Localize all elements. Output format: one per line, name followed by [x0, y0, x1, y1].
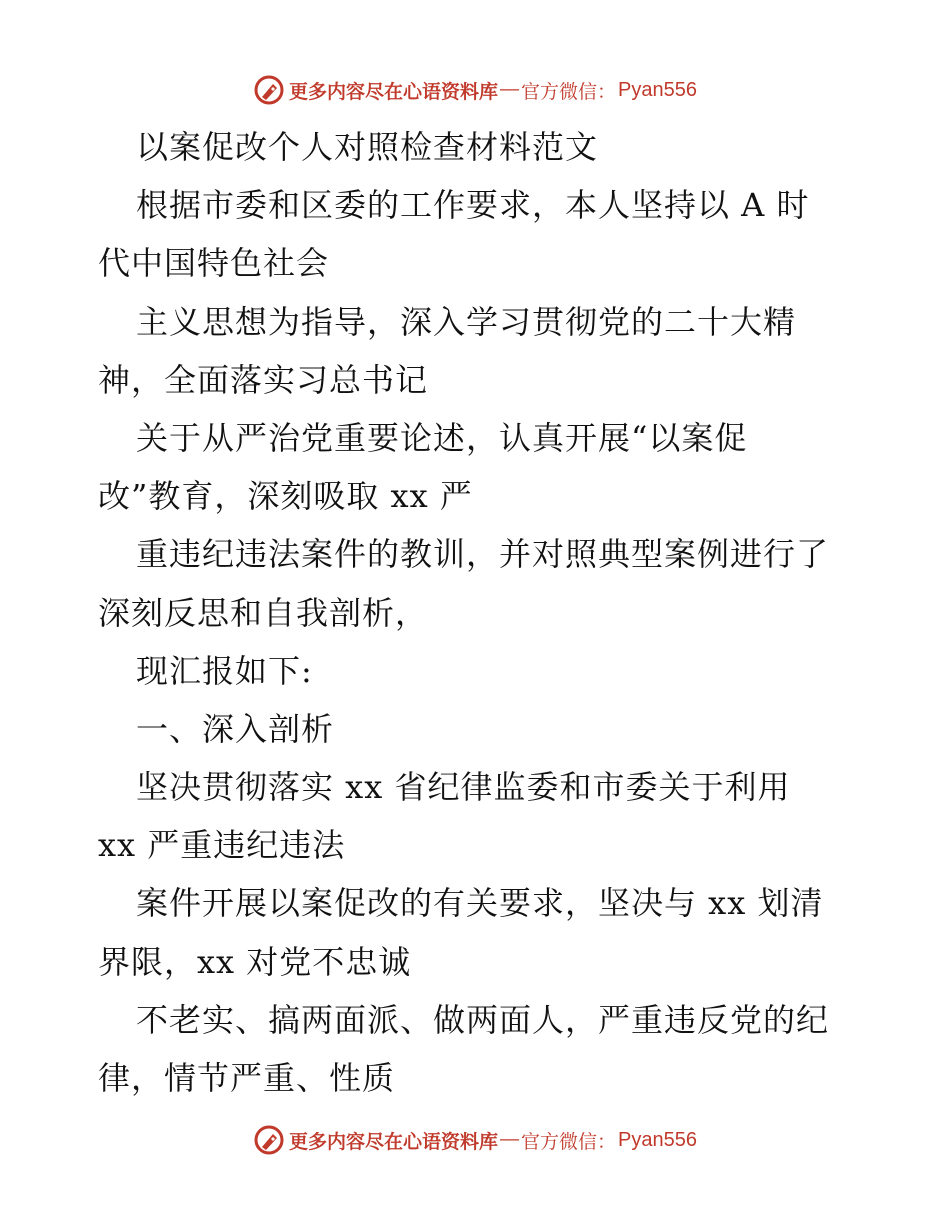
footer-watermark-banner	[0, 1120, 950, 1160]
document-line: xx 严重违纪违法	[98, 826, 346, 865]
document-line: 改”教育，深刻吸取 xx 严	[98, 477, 473, 516]
banner-dash: —	[500, 79, 520, 100]
document-body	[98, 118, 858, 1107]
header-watermark-banner	[0, 70, 950, 110]
document-line: 主义思想为指导，深入学习贯彻党的二十大精	[136, 302, 797, 341]
document-line: 界限，xx 对党不忠诚	[98, 942, 412, 981]
document-line: 坚决贯彻落实 xx 省纪律监委和市委关于利用	[136, 768, 791, 807]
banner-site-text: 更多内容尽在心语资料库	[289, 1130, 499, 1153]
document-line: 代中国特色社会	[98, 244, 330, 283]
document-line: 以案促改个人对照检查材料范文	[136, 128, 599, 166]
document-line: 重违纪违法案件的教训，并对照典型案例进行了	[136, 535, 830, 574]
banner-wechat-label: 官方微信：	[521, 80, 617, 103]
banner-wechat-id: Pyan556	[618, 78, 697, 101]
pen-nib-circle-icon	[253, 1124, 285, 1156]
document-line: 根据市委和区委的工作要求，本人坚持以 A 时	[136, 186, 810, 225]
banner-dash: —	[500, 1129, 520, 1150]
document-line: 案件开展以案促改的有关要求，坚决与 xx 划清	[136, 884, 824, 923]
banner-wechat-id: Pyan556	[618, 1128, 697, 1151]
document-line: 律，情节严重、性质	[98, 1059, 396, 1097]
banner-wechat-label: 官方微信：	[521, 1130, 617, 1153]
pen-nib-circle-icon	[253, 74, 285, 106]
document-line: 关于从严治党重要论述，认真开展“以案促	[136, 418, 748, 457]
document-line: 现汇报如下:	[136, 651, 313, 690]
banner-site-text: 更多内容尽在心语资料库	[289, 80, 499, 103]
document-line: 深刻反思和自我剖析，	[98, 593, 429, 632]
document-line: 不老实、搞两面派、做两面人，严重违反党的纪	[136, 1000, 830, 1039]
document-line: 神，全面落实习总书记	[98, 360, 429, 399]
document-line: 一、深入剖析	[136, 709, 335, 748]
